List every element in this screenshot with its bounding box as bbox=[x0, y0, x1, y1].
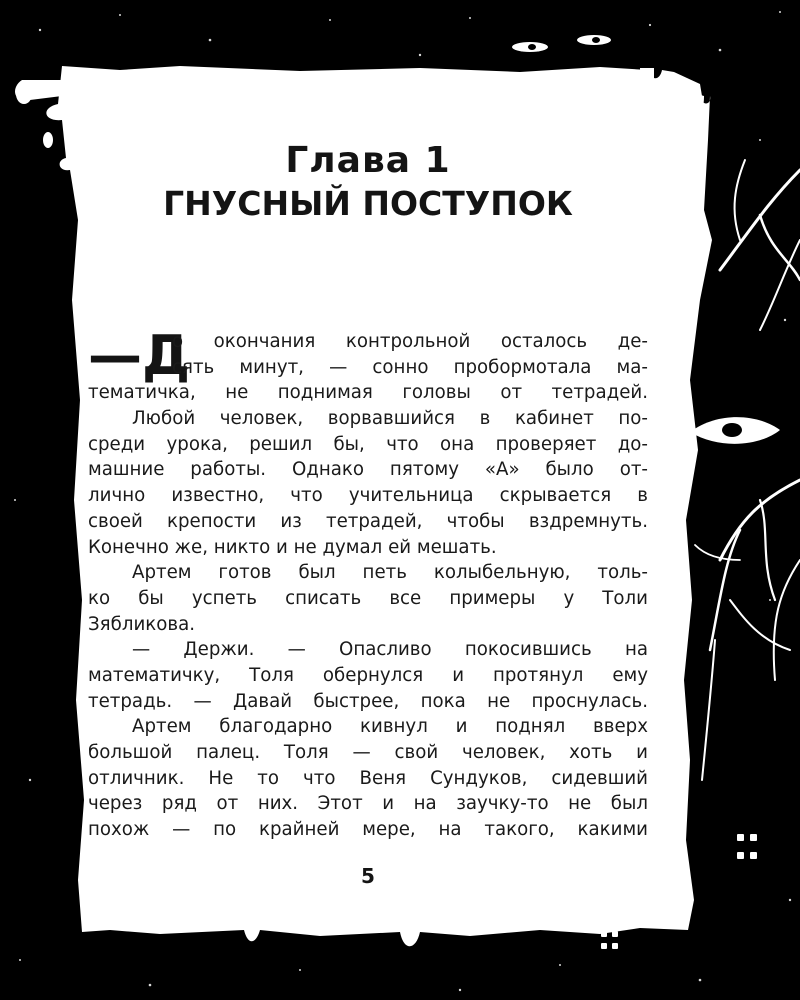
text-line: большой палец. Толя — свой человек, хоть и bbox=[88, 742, 648, 763]
drop-cap: —Д bbox=[88, 324, 191, 387]
page-content bbox=[88, 0, 648, 1000]
text-line: тетрадь. — Давай быстрее, пока не проснулась. bbox=[88, 690, 648, 712]
chapter-number: Глава 1 bbox=[285, 140, 451, 181]
text-line: тематичка, не поднимая головы от тетрадей. bbox=[88, 382, 648, 404]
text-line: отличник. Не то что Веня Сундуков, сидевший bbox=[88, 767, 648, 789]
text-line: Артем благодарно кивнул и поднял вверх bbox=[132, 716, 648, 738]
chapter-title: ГНУСНЫЙ ПОСТУПОК bbox=[163, 184, 573, 223]
text-line: среди урока, решил бы, что она проверяет до- bbox=[88, 433, 648, 455]
text-line: математичку, Толя обернулся и протянул ему bbox=[88, 664, 648, 686]
text-line: своей крепости из тетрадей, чтобы вздремнуть. bbox=[88, 510, 648, 532]
body-text bbox=[88, 324, 648, 843]
text-line: — Держи. — Опасливо покосившись на bbox=[132, 639, 648, 661]
text-line: о окончания контрольной осталось де- bbox=[172, 331, 648, 352]
text-line: ко бы успеть списать все примеры у Толи bbox=[88, 587, 648, 609]
text-line: Артем готов был петь колыбельную, толь- bbox=[132, 562, 648, 584]
text-line: Конечно же, никто и не думал ей мешать. bbox=[88, 536, 497, 558]
text-line: лично известно, что учительница скрывается в bbox=[88, 485, 648, 507]
page-number: 5 bbox=[361, 864, 375, 888]
text-line: через ряд от них. Этот и на заучку-то не был bbox=[88, 793, 648, 815]
text-line: сять минут, — сонно пробормотала ма- bbox=[172, 356, 648, 378]
tree-branch-icon bbox=[695, 160, 800, 780]
text-line: Любой человек, ворвавшийся в кабинет по- bbox=[132, 408, 648, 430]
text-line: машние работы. Однако пятому «А» было от- bbox=[88, 459, 648, 481]
text-line: Зябликова. bbox=[88, 613, 196, 635]
text-line: похож — по крайней мере, на такого, какими bbox=[88, 819, 648, 841]
big-eye-icon bbox=[690, 417, 780, 444]
